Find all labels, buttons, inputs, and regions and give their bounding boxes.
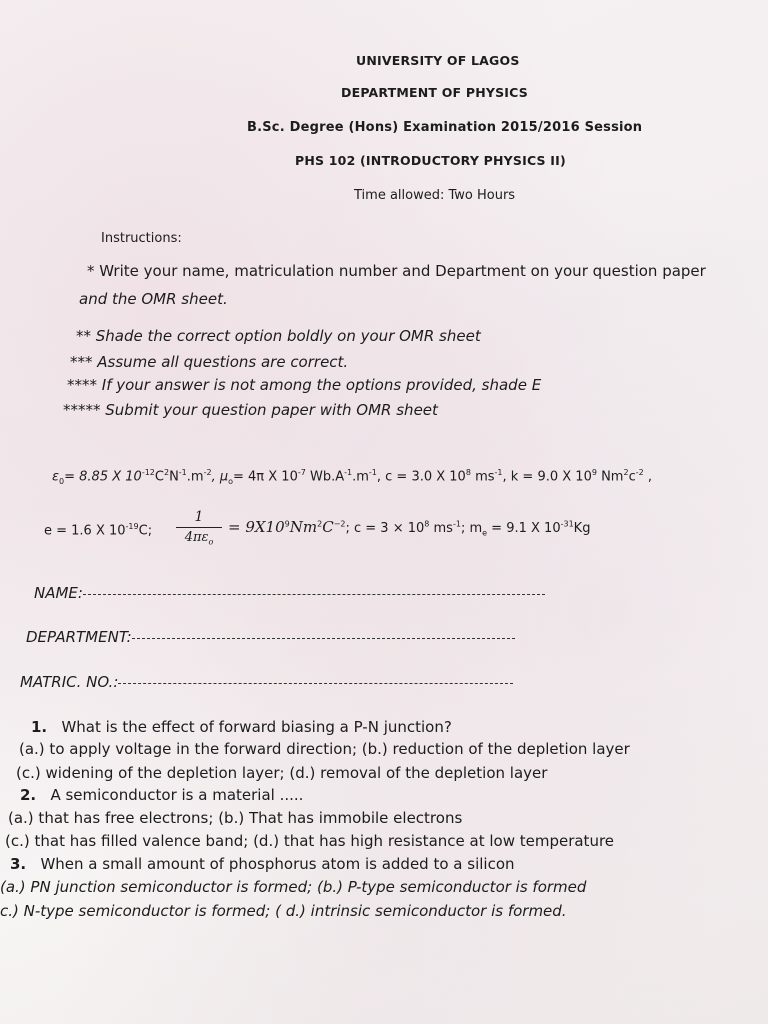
- department-title: DEPARTMENT OF PHYSICS: [341, 85, 528, 100]
- course-title: PHS 102 (INTRODUCTORY PHYSICS II): [295, 153, 566, 168]
- question-1-options-1: (a.) to apply voltage in the forward direction; (b.) reduction of the depletion layer: [19, 740, 630, 758]
- instruction-1: * Write your name, matriculation number and Department on your question paper: [87, 262, 706, 280]
- instruction-2: ** Shade the correct option boldly on your OMR sheet: [76, 327, 481, 345]
- constants-line-1: $\varepsilon_0= 8.85$ X $10^{-12}C^2N^{-1}.m^{-2}$, $\mu_o= 4\pi$ X $10^{-7}$ $Wb.A^{-1}.m^{-1}$, c = 3.0 X $10^8$ $ms^{-1}$, k = 9.0 X $10^9$ $Nm^2c^{-2}$ ,: [52, 468, 652, 486]
- university-title: UNIVERSITY OF LAGOS: [356, 53, 520, 68]
- question-2: 2. A semiconductor is a material .....: [20, 786, 304, 804]
- question-1: 1. What is the effect of forward biasing a P-N junction?: [31, 718, 452, 736]
- question-2-options-2: (c.) that has filled valence band; (d.) that has high resistance at low temperature: [5, 832, 615, 850]
- coulomb-fraction: 1 $4\pi\varepsilon_o$: [176, 509, 222, 547]
- time-allowed: Time allowed: Two Hours: [354, 188, 516, 203]
- matric-line[interactable]: [118, 682, 513, 684]
- instruction-3: *** Assume all questions are correct.: [70, 353, 349, 371]
- question-3-options-2: c.) N-type semiconductor is formed; ( d.) intrinsic semiconductor is formed.: [0, 902, 567, 920]
- department-label: DEPARTMENT:: [26, 628, 132, 646]
- instructions-title: Instructions:: [101, 231, 182, 246]
- question-3-options-1: (a.) PN junction semiconductor is formed; (b.) P-type semiconductor is formed: [0, 878, 587, 896]
- matric-label: MATRIC. NO.:: [20, 673, 119, 691]
- department-field[interactable]: [26, 628, 515, 646]
- question-3: 3. When a small amount of phosphorus atom is added to a silicon: [10, 855, 515, 873]
- constants-line-2a: e = 1.6 X $10^{-19}C$;: [44, 522, 153, 539]
- name-label: NAME:: [34, 584, 83, 602]
- question-1-options-2: (c.) widening of the depletion layer; (d.) removal of the depletion layer: [16, 764, 548, 782]
- instruction-5: ***** Submit your question paper with OMR sheet: [63, 401, 438, 419]
- constants-line-2b: = $9X10^9Nm^2C^{-2}$; $c = 3 \times 10^8$ $ms^{-1}$; $m_e = 9.1$ X $10^{-31}Kg$: [228, 518, 591, 538]
- matric-field[interactable]: [20, 673, 513, 691]
- name-line[interactable]: [83, 593, 545, 595]
- name-field[interactable]: [34, 584, 545, 602]
- instruction-1-cont: and the OMR sheet.: [79, 290, 228, 308]
- department-line[interactable]: [132, 637, 515, 639]
- question-2-options-1: (a.) that has free electrons; (b.) That has immobile electrons: [8, 809, 463, 827]
- exam-title: B.Sc. Degree (Hons) Examination 2015/2016 Session: [247, 120, 643, 135]
- instruction-4: **** If your answer is not among the options provided, shade E: [67, 376, 542, 394]
